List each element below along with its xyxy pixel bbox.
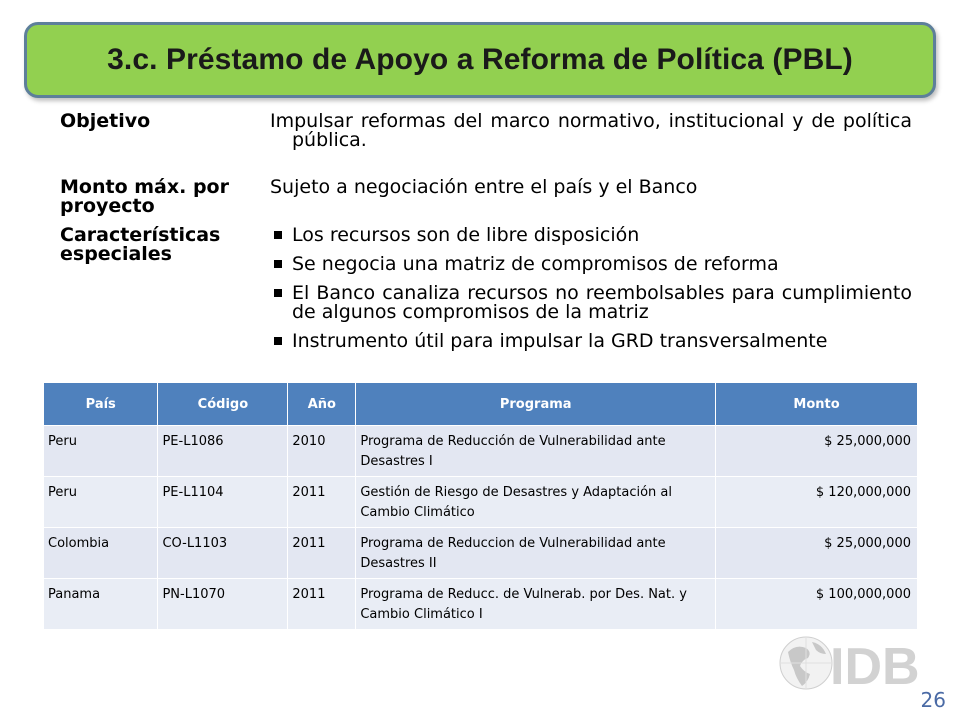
table-row [44, 477, 918, 528]
logo-text: IDB [830, 638, 920, 694]
cell-ano: 2010 [288, 426, 356, 477]
bullet-text: Se negocia una matriz de compromisos de reforma [292, 253, 779, 275]
caracteristicas-row [60, 226, 912, 361]
cell-ano: 2011 [288, 579, 356, 630]
header-pais: País [44, 383, 158, 426]
globe-icon [780, 637, 832, 689]
table-header-row [44, 383, 918, 426]
cell-codigo: CO-L1103 [158, 528, 288, 579]
cell-monto: $ 25,000,000 [716, 426, 918, 477]
idb-logo-graphic [778, 632, 928, 694]
table-row [44, 528, 918, 579]
cell-programa: Programa de Reducción de Vulnerabilidad ante Desastres I [356, 426, 716, 477]
cell-programa: Programa de Reducc. de Vulnerab. por Des. Nat. y Cambio Climático I [356, 579, 716, 630]
header-programa: Programa [356, 383, 716, 426]
table-row [44, 579, 918, 630]
cell-programa: Gestión de Riesgo de Desastres y Adaptación al Cambio Climático [356, 477, 716, 528]
cell-monto: $ 120,000,000 [716, 477, 918, 528]
cell-pais: Peru [44, 426, 158, 477]
loans-table [44, 383, 918, 629]
cell-monto: $ 100,000,000 [716, 579, 918, 630]
bullet-text: Los recursos son de libre disposición [292, 224, 640, 246]
cell-pais: Peru [44, 477, 158, 528]
bullet-item [270, 255, 912, 274]
bullet-text: Instrumento útil para impulsar la GRD transversalmente [292, 330, 828, 352]
monto-value: Sujeto a negociación entre el país y el Banco [270, 176, 698, 198]
cell-codigo: PN-L1070 [158, 579, 288, 630]
bullet-item [270, 284, 912, 322]
info-section [60, 112, 912, 361]
cell-programa: Programa de Reduccion de Vulnerabilidad ante Desastres II [356, 528, 716, 579]
table-row [44, 426, 918, 477]
page-number: 26 [920, 688, 946, 712]
header-monto: Monto [716, 383, 918, 426]
bullet-item [270, 226, 912, 245]
bullet-square-icon [274, 231, 282, 239]
cell-pais: Panama [44, 579, 158, 630]
cell-ano: 2011 [288, 528, 356, 579]
bullet-square-icon [274, 337, 282, 345]
bullet-list [270, 226, 912, 351]
monto-label: Monto máx. por proyecto [60, 176, 229, 217]
bullet-item [270, 332, 912, 351]
bullet-text: El Banco canaliza recursos no reembolsables para cumplimiento de algunos compromisos de la matriz [292, 282, 912, 323]
monto-row [60, 178, 912, 226]
cell-pais: Colombia [44, 528, 158, 579]
cell-codigo: PE-L1086 [158, 426, 288, 477]
cell-ano: 2011 [288, 477, 356, 528]
idb-logo [778, 632, 928, 694]
cell-monto: $ 25,000,000 [716, 528, 918, 579]
bullet-square-icon [274, 289, 282, 297]
page-title: 3.c. Préstamo de Apoyo a Reforma de Política (PBL) [107, 43, 853, 76]
title-banner [24, 22, 936, 98]
header-ano: Año [288, 383, 356, 426]
header-codigo: Código [158, 383, 288, 426]
objetivo-label: Objetivo [60, 110, 151, 132]
cell-codigo: PE-L1104 [158, 477, 288, 528]
bullet-square-icon [274, 260, 282, 268]
objetivo-row [60, 112, 912, 172]
caracteristicas-value [270, 226, 912, 361]
objetivo-value: Impulsar reformas del marco normativo, institucional y de política pública. [270, 110, 912, 151]
caracteristicas-label: Características especiales [60, 224, 221, 265]
